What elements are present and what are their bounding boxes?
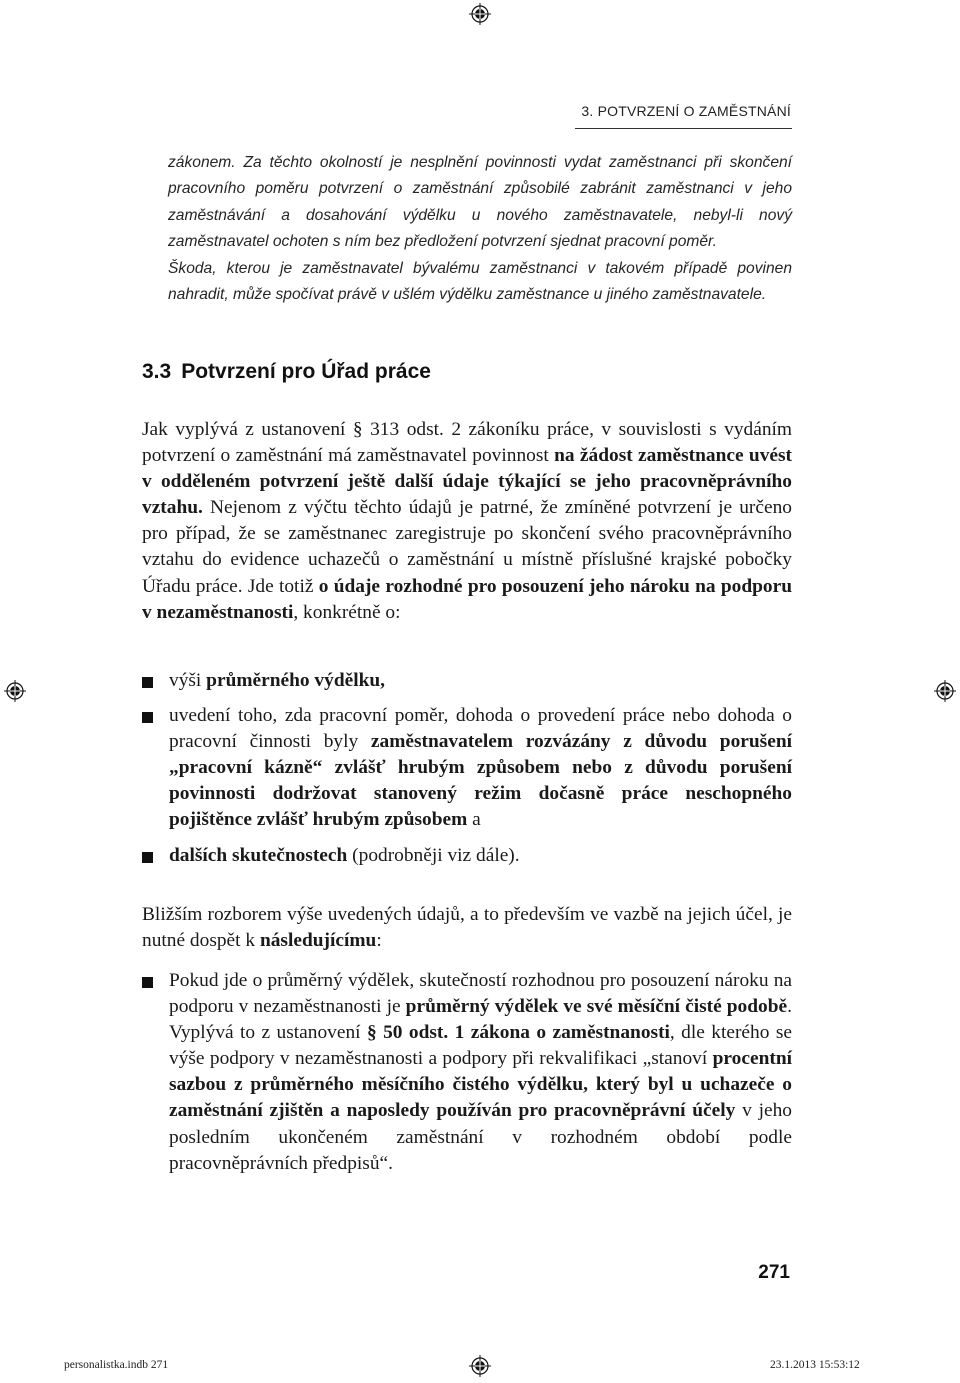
text-run: , dle kterého se výše podpory v nezaměstnanosti a podpory při rekvalifikaci „stanoví — [169, 1022, 792, 1070]
square-bullet-icon — [142, 977, 153, 988]
bold-run: průměrný výdělek ve své měsíční čisté podobě — [405, 996, 788, 1018]
text-run: a — [467, 809, 481, 831]
print-footer-timestamp: 23.1.2013 15:53:12 — [770, 1359, 860, 1371]
section-heading — [142, 360, 431, 384]
text-run: Bližším rozborem výše uvedených údajů, a to především ve vazbě na jejich účel, je nutné dospět k — [142, 904, 792, 952]
text-run: Nejenom z výčtu těchto údajů je patrné, že zmíněné potvrzení je určeno pro případ, že se zaměstnanec zaregistruje po skončení svého pracovněprávního vztahu do evidence uchazečů o zaměstnání u místně příslušné krajské pobočky Úřadu práce. Jde totiž — [142, 497, 792, 597]
body-paragraph — [142, 902, 792, 954]
bullet-list — [142, 668, 792, 878]
section-title: Potvrzení pro Úřad práce — [181, 360, 431, 383]
list-item — [142, 703, 792, 833]
registration-mark-icon — [469, 1355, 491, 1377]
italic-paragraph — [168, 150, 792, 308]
section-number: 3.3 — [142, 360, 172, 383]
text-run: výši — [169, 670, 207, 691]
italic-paragraph-part-a: zákonem. Za těchto okolností je nesplnění povinnosti vydat zaměstnanci při skončení pracovního poměru potvrzení o zaměstnání způsobilé zabránit zaměstnanci v jeho zaměstnávání a dosahování výdělku u nového zaměstnavatele, nebyl-li nový zaměstnavatel ochoten s ním bez předložení potvrzení sjednat pracovní poměr. — [168, 154, 792, 251]
page-number: 271 — [758, 1262, 790, 1283]
text-run: v jeho posledním ukončeném zaměstnání v rozhodném období podle pracovněprávních předpisů“. — [169, 1100, 792, 1174]
running-header: 3. POTVRZENÍ O ZAMĚSTNÁNÍ — [581, 103, 791, 119]
text-run: Pokud jde o průměrný výdělek, skutečností rozhodnou pro posouzení nároku na podporu v nezaměstnanosti je — [169, 970, 792, 1018]
list-item — [142, 968, 792, 1177]
square-bullet-icon — [142, 677, 153, 688]
italic-paragraph-part-b: Škoda, kterou je zaměstnavatel bývalému zaměstnanci v takovém případě povinen nahradit, může spočívat právě v ušlém výdělku zaměstnance u jiného zaměstnavatele. — [168, 259, 792, 304]
text-run: : — [376, 930, 382, 952]
text-run: uvedení toho, zda pracovní poměr, dohoda o provedení práce nebo dohoda o pracovní činnosti byly — [169, 705, 792, 753]
square-bullet-icon — [142, 852, 153, 863]
bullet-list — [142, 968, 792, 1186]
registration-mark-icon — [469, 3, 491, 25]
bold-run: o údaje rozhodné pro posouzení jeho nároku na podporu v nezaměstnanosti — [142, 575, 793, 623]
registration-mark-icon — [4, 680, 26, 702]
text-run: (podrobněji viz dále). — [347, 844, 520, 866]
header-rule — [575, 128, 792, 129]
list-item — [142, 668, 792, 694]
text-run: . Vyplývá to z ustanovení — [169, 996, 792, 1044]
body-paragraph — [142, 417, 792, 626]
text-run: Jak vyplývá z ustanovení § 313 odst. 2 zákoníku práce, v souvislosti s vydáním potvrzení o zaměstnání má zaměstnavatel povinnost — [142, 419, 792, 467]
bold-run: na žádost zaměstnance uvést v odděleném potvrzení ještě další údaje týkající se jeho pracovněprávního vztahu. — [142, 445, 793, 519]
square-bullet-icon — [142, 712, 153, 723]
bold-run: zaměstnavatelem rozvázány z důvodu porušení „pracovní kázně“ zvlášť hrubým způsobem nebo z důvodu porušení povinnosti dodržovat stanovený režim dočasně práce neschopného pojištěnce zvlášť hrubým způsobem — [169, 731, 792, 831]
registration-mark-icon — [934, 680, 956, 702]
bold-run: průměrného výdělku, — [206, 670, 386, 691]
bold-run: dalších skutečnostech — [169, 844, 348, 866]
bold-run: následujícímu — [259, 930, 377, 952]
list-item — [142, 843, 792, 869]
text-run: , konkrétně o: — [293, 601, 401, 623]
bold-run: § 50 odst. 1 zákona o zaměstnanosti — [366, 1022, 670, 1044]
print-footer-filename: personalistka.indb 271 — [64, 1359, 169, 1371]
bold-run: procentní sazbou z průměrného měsíčního čistého výdělku, který byl u uchazeče o zaměstnání zjištěn a naposledy používán pro pracovněprávní účely — [169, 1048, 792, 1122]
